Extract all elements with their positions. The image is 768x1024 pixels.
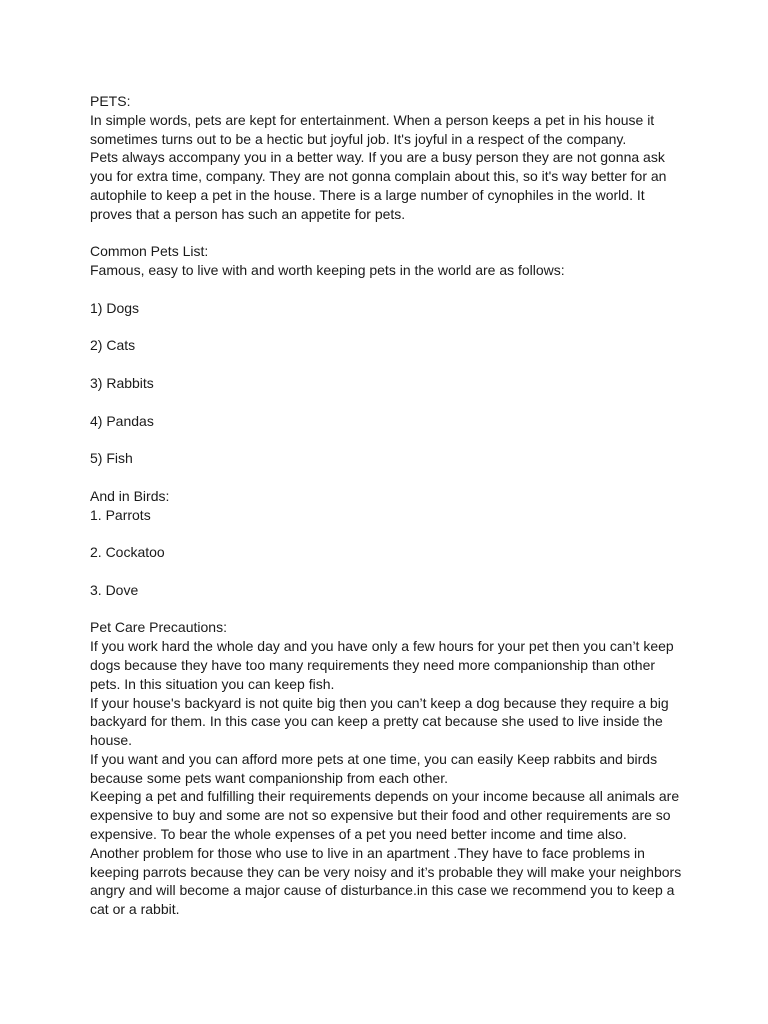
bird-list-item: 3. Dove [90, 581, 139, 598]
birds-heading: And in Birds: [90, 487, 170, 504]
common-pets-intro: Famous, easy to live with and worth keeping pets in the world are as follows: [90, 262, 565, 279]
intro-line: proves that a person has such an appetite for pets. [90, 205, 406, 222]
common-pets-heading: Common Pets List: [90, 243, 209, 260]
spacer [90, 355, 690, 374]
precautions-line: pets. In this situation you can keep fish. [90, 675, 335, 692]
intro-line: Pets always accompany you in a better way. If you are a busy person they are not gonna ask [90, 149, 665, 166]
pet-list-item: 3) Rabbits [90, 374, 154, 391]
precautions-line: keeping parrots because they can be very noisy and it’s probable they will make your neighbors [90, 863, 682, 880]
precautions-line: expensive. To bear the whole expenses of a pet you need better income and time also. [90, 826, 627, 843]
intro-line: you for extra time, company. They are not gonna complain about this, so it's way better for an [90, 168, 667, 185]
precautions-line: Keeping a pet and fulfilling their requirements depends on your income because all animals are [90, 788, 680, 805]
pet-list-item: 1) Dogs [90, 299, 140, 316]
pet-list-item: 5) Fish [90, 450, 133, 467]
spacer [90, 430, 690, 449]
precautions-line: house. [90, 732, 133, 749]
spacer [90, 318, 690, 337]
precautions-line: backyard for them. In this case you can keep a pretty cat because she used to live inside the [90, 713, 663, 730]
precautions-line: Another problem for those who use to live in an apartment .They have to face problems in [90, 844, 645, 861]
document-body [90, 92, 690, 919]
precautions-line: If you want and you can afford more pets at one time, you can easily Keep rabbits and birds [90, 750, 658, 767]
precautions-heading: Pet Care Precautions: [90, 619, 227, 636]
intro-line: autophile to keep a pet in the house. There is a large number of cynophiles in the world. It [90, 186, 645, 203]
spacer [90, 280, 690, 299]
spacer [90, 224, 690, 243]
spacer [90, 468, 690, 487]
precautions-line: If you work hard the whole day and you have only a few hours for your pet then you can’t keep [90, 638, 674, 655]
precautions-line: cat or a rabbit. [90, 901, 180, 918]
precautions-line: If your house's backyard is not quite big then you can’t keep a dog because they require a big [90, 694, 669, 711]
precautions-line: dogs because they have too many requirements they need more companionship than other [90, 656, 656, 673]
precautions-line: because some pets want companionship from each other. [90, 769, 448, 786]
precautions-line: expensive to buy and some are not so expensive but their food and other requirements are so [90, 807, 671, 824]
bird-list-item: 1. Parrots [90, 506, 151, 523]
intro-line: In simple words, pets are kept for entertainment. When a person keeps a pet in his house it [90, 111, 655, 128]
spacer [90, 562, 690, 581]
document-title: PETS: [90, 93, 131, 109]
pet-list-item: 4) Pandas [90, 412, 154, 429]
spacer [90, 393, 690, 412]
intro-line: sometimes turns out to be a hectic but joyful job. It's joyful in a respect of the company. [90, 130, 627, 147]
pet-list-item: 2) Cats [90, 337, 136, 354]
bird-list-item: 2. Cockatoo [90, 544, 165, 561]
precautions-line: angry and will become a major cause of disturbance.in this case we recommend you to keep a [90, 882, 675, 899]
spacer [90, 600, 690, 619]
spacer [90, 524, 690, 543]
